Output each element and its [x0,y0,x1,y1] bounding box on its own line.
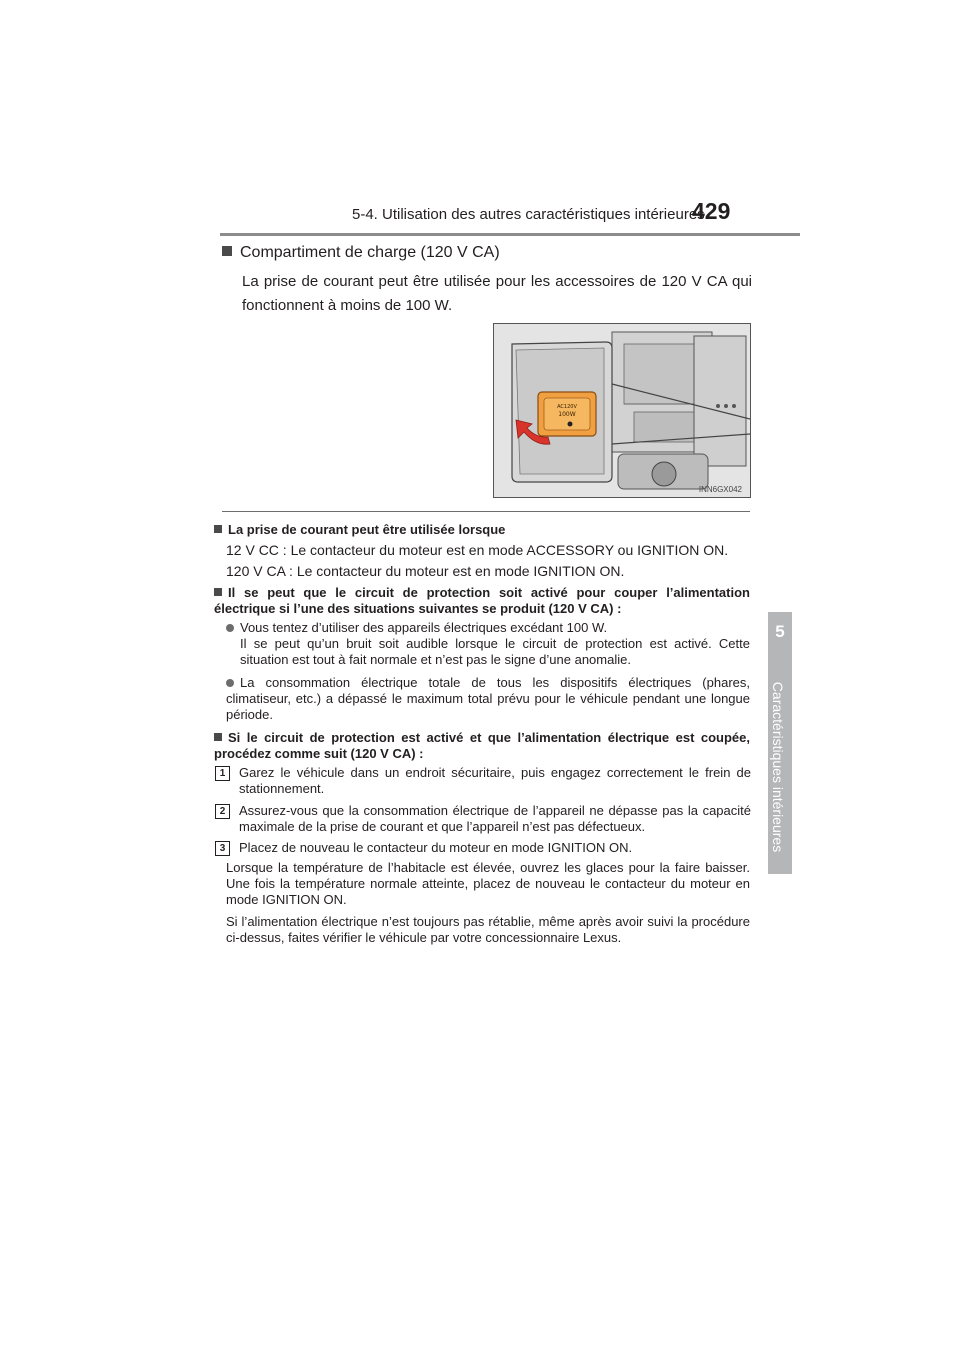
step-3 [215,840,751,856]
note-2-bullet-2: La consommation électrique totale de tous les dispositifs électriques (phares, climatiseur, etc.) a dépassé le maximum total prévu pour le véhicule pendant une longue période. [226,675,750,722]
page-number: 429 [692,198,731,224]
note-1-line-2: 120 V CA : Le contacteur du moteur est en mode IGNITION ON. [226,563,625,579]
note-1-line-1: 12 V CC : Le contacteur du moteur est en mode ACCESSORY ou IGNITION ON. [226,542,729,558]
round-bullet-icon [226,679,234,687]
step-number-2: 2 [215,804,230,819]
step-1-text: Garez le véhicule dans un endroit sécuritaire, puis engagez correctement le frein de stationnement. [239,765,751,796]
square-bullet-icon [214,733,222,741]
section-heading-text: Compartiment de charge (120 V CA) [240,244,500,261]
round-bullet-icon [226,624,234,632]
note-3-after-2: Si l’alimentation électrique n’est toujours pas rétablie, même après avoir suivi la procédure ci-dessus, faites vérifier le véhicule par votre concessionnaire Lexus. [226,914,750,945]
notes-divider [222,511,750,512]
outlet-label-1: AC120V [557,404,577,410]
chapter-tab-label: Caractéristiques intérieures [770,681,786,853]
square-bullet-icon [222,246,232,256]
square-bullet-icon [214,525,222,533]
running-header-title: 5-4. Utilisation des autres caractéristiques intérieures [352,206,705,223]
note-2-heading: Il se peut que le circuit de protection soit activé pour couper l’alimentation électrique si l’une des situations suivantes se produit (120 V CA) : [214,585,750,616]
note-3-after-1: Lorsque la température de l’habitacle est élevée, ouvrez les glaces pour la faire baisser. Une fois la température normale atteinte, placez de nouveau le contacteur du moteur en mode IGNITION ON. [226,860,750,907]
note-2-bullet-1: Vous tentez d’utiliser des appareils électriques excédant 100 W. [226,620,750,636]
section-body: La prise de courant peut être utilisée pour les accessoires de 120 V CA qui fonctionnent à moins de 100 W. [242,273,752,314]
chapter-tab-number: 5 [775,622,785,641]
step-3-text: Placez de nouveau le contacteur du moteur en mode IGNITION ON. [239,840,633,855]
cargo-outlet-figure [493,323,751,498]
step-2-text: Assurez-vous que la consommation électrique de l’appareil ne dépasse pas la capacité maximale de la prise de courant et que l’appareil n’est pas défectueux. [239,803,751,834]
section-heading [222,244,500,262]
step-number-3: 3 [215,841,230,856]
step-1 [215,765,751,797]
step-2 [215,803,751,835]
note-2-bullet-1-detail: Il se peut qu’un bruit soit audible lorsque le circuit de protection est activé. Cette situation est tout à fait normale et n’est pas le signe d’une anomalie. [240,636,750,667]
square-bullet-icon [214,588,222,596]
header-rule [220,233,800,236]
figure-code: INN6GX042 [698,485,742,494]
chapter-tab-label-wrap [758,660,798,874]
outlet-label-2: 100W [558,411,576,418]
cargo-outlet-illustration [494,324,750,497]
step-number-1: 1 [215,766,230,781]
note-3-heading: Si le circuit de protection est activé et que l’alimentation électrique est coupée, procédez comme suit (120 V CA) : [214,730,750,761]
note-1-heading: La prise de courant peut être utilisée lorsque [214,522,754,538]
